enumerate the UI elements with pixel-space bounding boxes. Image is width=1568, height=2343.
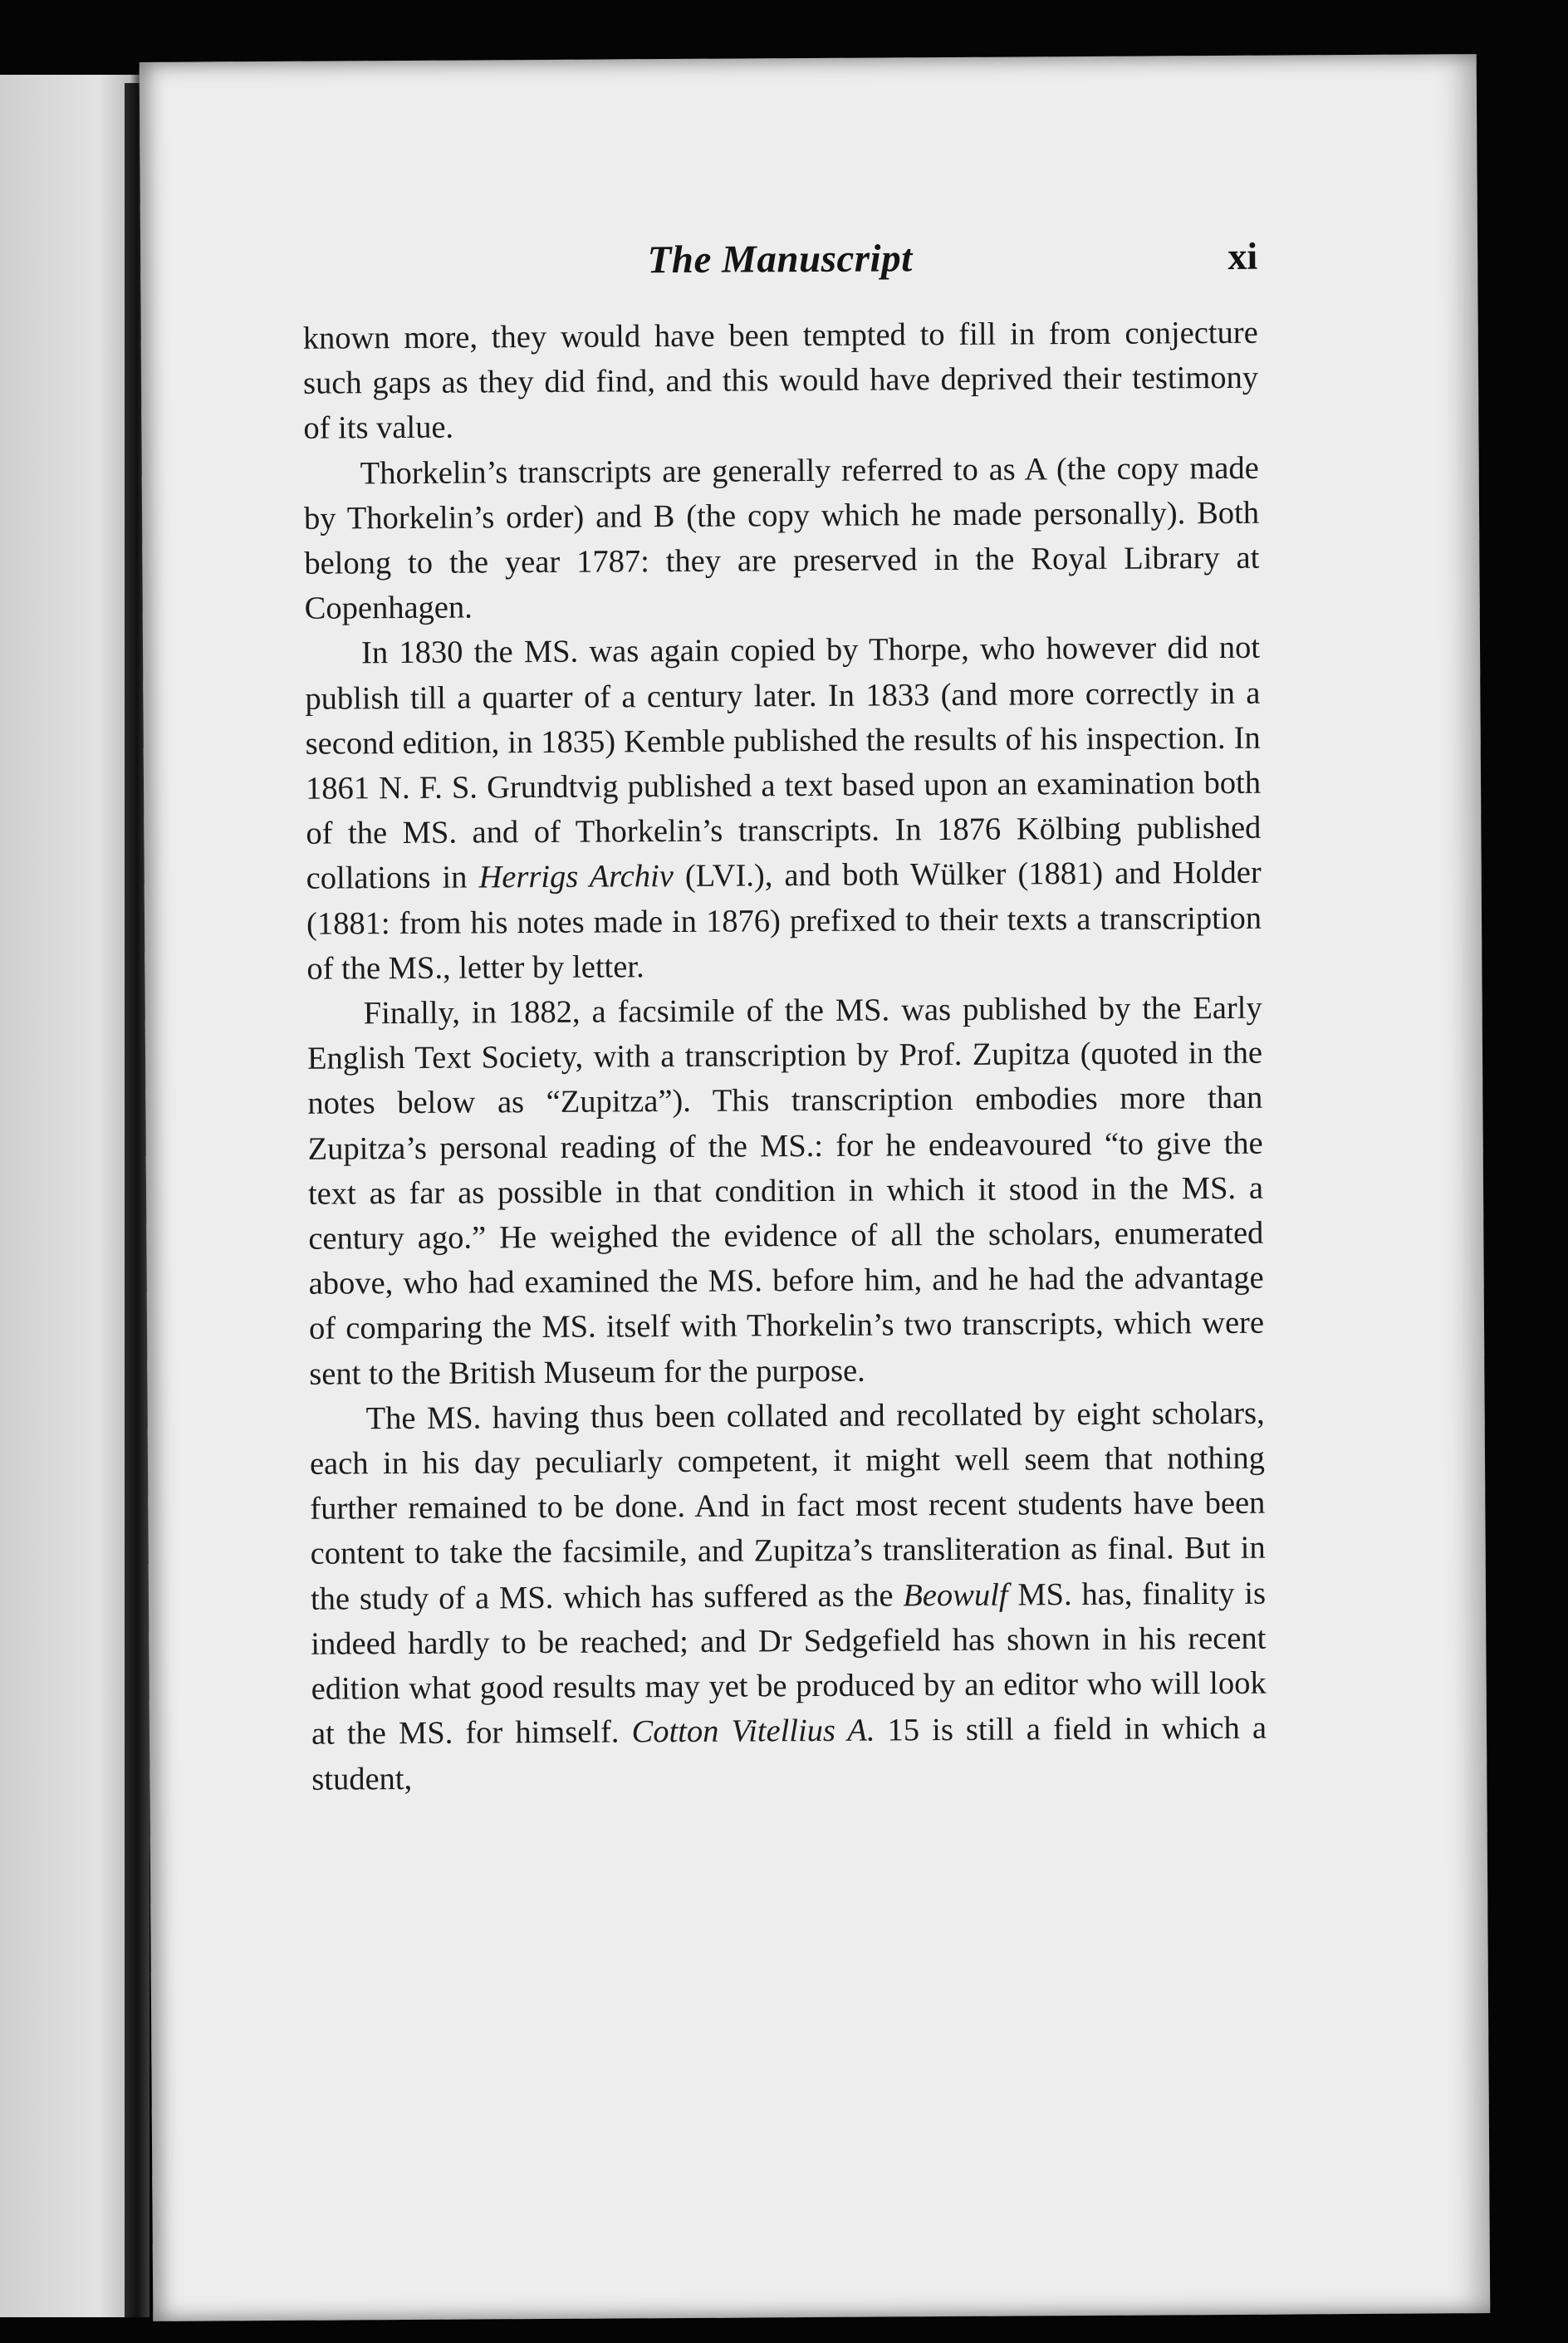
italic-text-run: Beowulf	[903, 1577, 1008, 1614]
text-run: (LVI.), and both Wülker (1881) and Holder (1881: from his notes made in 1876) prefixed to their texts a transcription of the MS., letter by letter.	[306, 855, 1262, 987]
page-number: xi	[1227, 234, 1258, 277]
paragraph	[305, 625, 1262, 992]
paragraph	[307, 986, 1265, 1397]
text-run: 15 is still a field in which a student,	[311, 1710, 1267, 1797]
paragraph	[303, 311, 1259, 452]
paragraph	[310, 1391, 1267, 1802]
running-head	[302, 234, 1257, 298]
text-run: Thorkelin’s transcripts are generally referred to as A (the copy made by Thorkelin’s order) and B (the copy which he made personally). Both belong to the year 1787: they are preserved in the Royal Library at Copenhagen.	[303, 450, 1260, 626]
text-run: known more, they would have been tempted to fill in from conjecture such gaps as they did find, and this would have deprived their testimony of its value.	[302, 315, 1259, 447]
page-content	[302, 234, 1267, 1802]
previous-page-edge	[0, 75, 141, 2317]
text-run: MS. has, finality is indeed hardly to be reached; and Dr Sedgefield has shown in his recent edition what good results may yet be produced by an editor who will look at the MS. for himself.	[311, 1576, 1267, 1752]
text-run: The MS. having thus been collated and recollated by eight scholars, each in his day peculiarly competent, it might well seem that nothing further remained to be done. And in fact most recent students have been content to take the facsimile, and Zupitza’s transliteration as final. But in the study of a MS. which has suffered as the	[309, 1395, 1266, 1617]
text-run: In 1830 the MS. was again copied by Thorpe, who however did not publish till a quarter of a century later. In 1833 (and more correctly in a second edition, in 1835) Kemble published the results of his inspection. In 1861 N. F. S. Grundtvig published a text based upon an examination both of the MS. and of Thorkelin’s transcripts. In 1876 Kölbing published collations in	[305, 630, 1262, 897]
text-body	[303, 311, 1267, 1802]
italic-text-run: Herrigs Archiv	[478, 859, 674, 895]
paragraph	[304, 445, 1260, 631]
book-page	[140, 54, 1491, 2321]
italic-text-run: Cotton Vitellius A.	[631, 1713, 875, 1750]
text-run: Finally, in 1882, a facsimile of the MS. was published by the Early English Text Society, with a transcription by Prof. Zupitza (quoted in the notes below as “Zupitza”). This transcription embodies more than Zupitza’s personal reading of the MS.: for he endeavoured “to give the text as far as possible in that condition in which it stood in the MS. a century ago.” He weighed the evidence of all the scholars, enumerated above, who had examined the MS. before him, and he had the advantage of comparing the MS. itself with Thorkelin’s two transcripts, which were sent to the British Museum for the purpose.	[306, 990, 1265, 1392]
running-title: The Manuscript	[647, 237, 913, 282]
